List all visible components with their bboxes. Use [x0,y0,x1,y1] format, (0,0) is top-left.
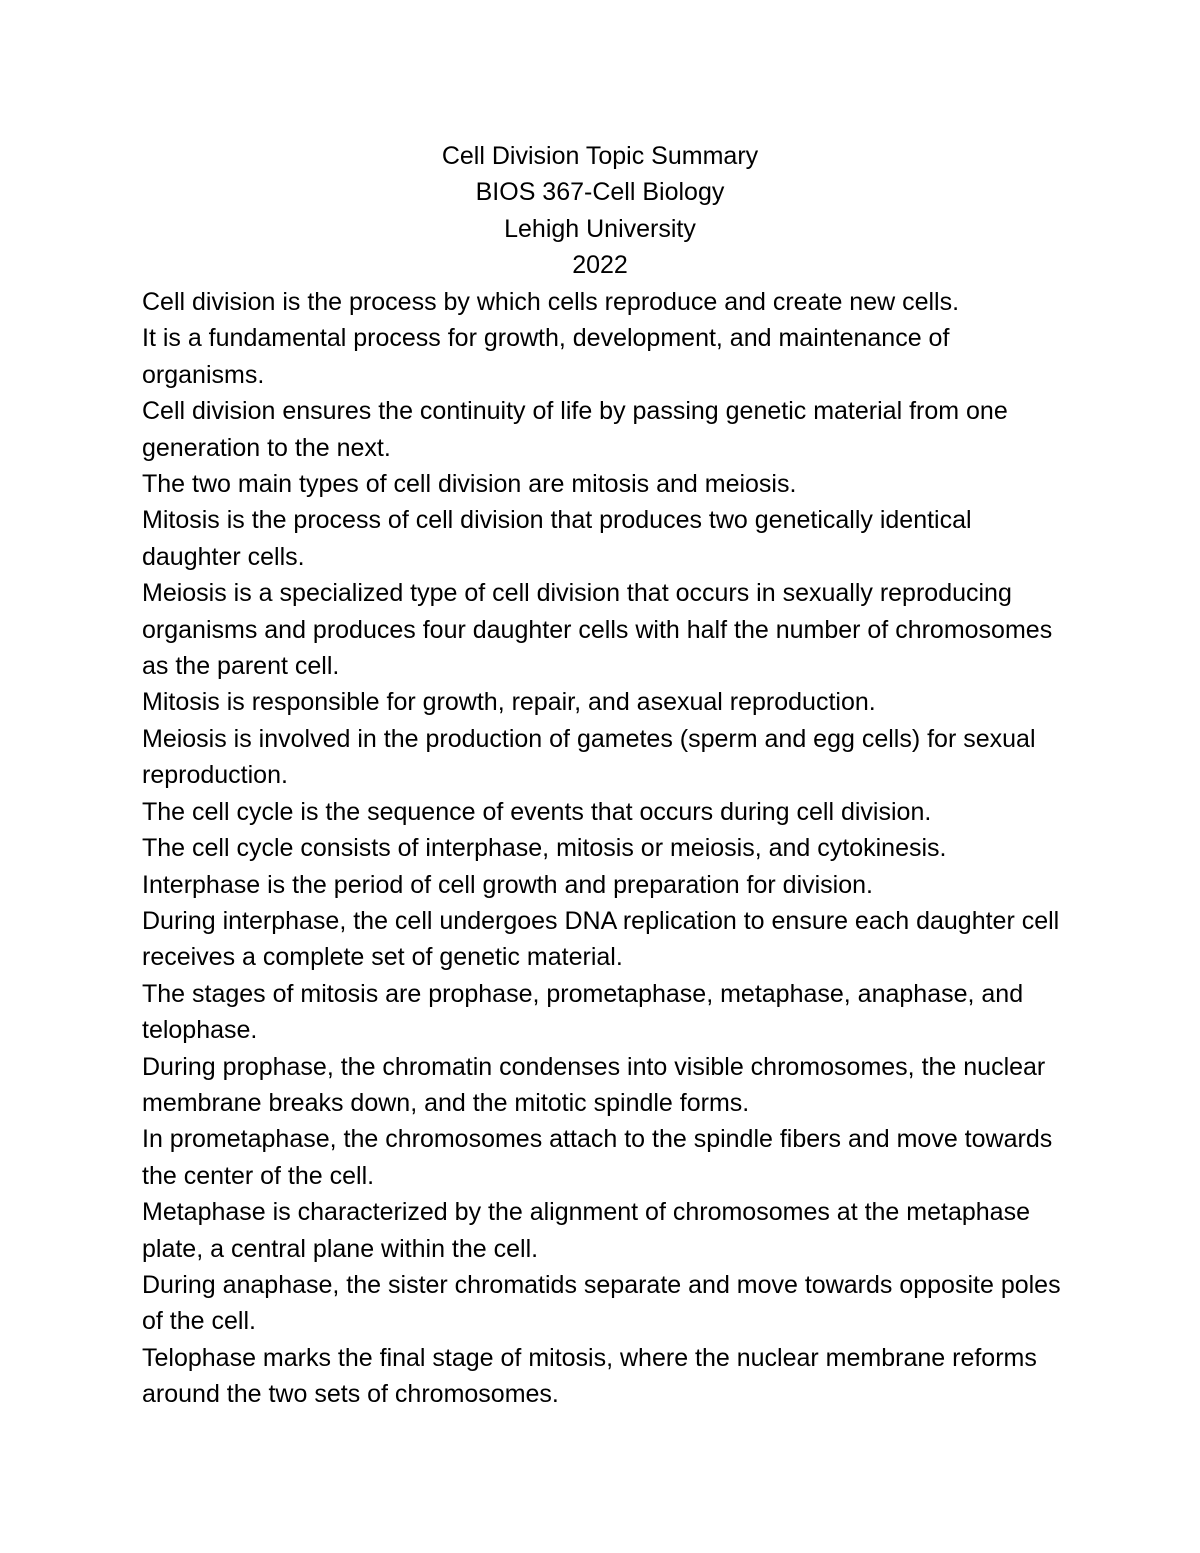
paragraph: The stages of mitosis are prophase, prometaphase, metaphase, anaphase, and telophase. [142,979,1024,1045]
paragraph: Mitosis is responsible for growth, repair, and asexual reproduction. [142,688,876,717]
paragraph: In prometaphase, the chromosomes attach to the spindle fibers and move towards the center of the cell. [142,1125,1053,1190]
institution-name: Lehigh University [504,214,696,243]
paragraph: Meiosis is a specialized type of cell division that occurs in sexually reproducing organisms and produces four daughter cells with half the number of chromosomes as the parent cell. [142,579,1053,681]
paragraph: Telophase marks the final stage of mitosis, where the nuclear membrane reforms around the two sets of chromosomes. [142,1343,1037,1409]
paragraph: The two main types of cell division are mitosis and meiosis. [142,470,797,499]
paragraph: The cell cycle consists of interphase, mitosis or meiosis, and cytokinesis. [142,834,947,863]
document-title: Cell Division Topic Summary [441,142,759,170]
document-header [0,138,1200,284]
paragraph: During anaphase, the sister chromatids separate and move towards opposite poles of the cell. [142,1270,1061,1336]
paragraph: Mitosis is the process of cell division that produces two genetically identical daughter cells. [142,506,972,571]
paragraph: Interphase is the period of cell growth and preparation for division. [142,870,873,899]
paragraph: The cell cycle is the sequence of events that occurs during cell division. [142,797,932,826]
paragraph: Cell division is the process by which cells reproduce and create new cells. [142,288,960,316]
paragraph: During interphase, the cell undergoes DNA replication to ensure each daughter cell receives a complete set of genetic material. [142,906,1060,972]
document-body [142,284,1072,1413]
document-year: 2022 [572,251,628,280]
paragraph: During prophase, the chromatin condenses into visible chromosomes, the nuclear membrane breaks down, and the mitotic spindle forms. [142,1052,1046,1117]
paragraph: Cell division ensures the continuity of life by passing genetic material from one generation to the next. [142,397,1008,462]
paragraph: Meiosis is involved in the production of gametes (sperm and egg cells) for sexual reproduction. [142,724,1036,790]
paragraph: It is a fundamental process for growth, development, and maintenance of organisms. [142,324,950,389]
course-name: BIOS 367-Cell Biology [475,178,725,207]
paragraph: Metaphase is characterized by the alignment of chromosomes at the metaphase plate, a central plane within the cell. [142,1198,1030,1263]
